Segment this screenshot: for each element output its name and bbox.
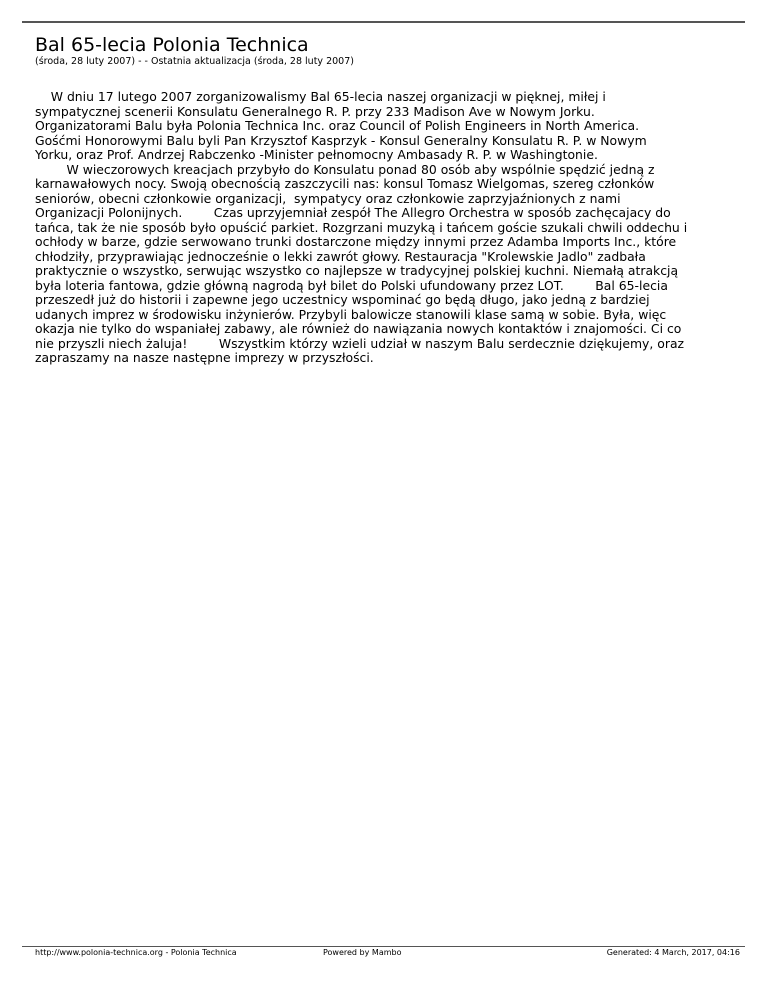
article-line: była loteria fantowa, gdzie główną nagrodą był bilet do Polski ufundowany przez LOT. Bal 65-lecia (35, 277, 668, 293)
article-line: sympatycznej scenerii Konsulatu Generalnego R. P. przy 233 Madison Ave w Nowym Jorku. (35, 103, 595, 119)
article-line: udanych imprez w środowisku inżynierów. Przybyli balowicze stanowili klase samą w sobie. Była, więc (35, 306, 667, 322)
article-line: W wieczorowych kreacjach przybyło do Konsulatu ponad 80 osób aby wspólnie spędzić jedną z (35, 161, 655, 177)
article-line: Gośćmi Honorowymi Balu byli Pan Krzysztof Kasprzyk - Konsul Generalny Konsulatu R. P. w Nowym (35, 132, 647, 148)
article-line: karnawałowych nocy. Swoją obecnością zaszczycili nas: konsul Tomasz Wielgomas, szereg członków (35, 176, 655, 191)
top-divider (22, 21, 745, 23)
article-line: nie przyszli niech żaluja! Wszystkim którzy wzieli udział w naszym Balu serdecznie dziękujemy, oraz (35, 335, 685, 351)
footer-divider (22, 946, 745, 947)
article-line: W dniu 17 lutego 2007 zorganizowalismy Bal 65-lecia naszej organizacji w pięknej, miłej i (35, 89, 606, 104)
footer-powered-by: Powered by Mambo (323, 948, 402, 957)
footer-generated-date: Generated: 4 March, 2017, 04:16 (606, 948, 740, 957)
article-title: Bal 65-lecia Polonia Technica (35, 34, 309, 56)
article-line: praktycznie o wszystko, serwując wszystko co najlepsze w tradycyjnej polskiej kuchni. Niemałą atrakcją (35, 263, 679, 278)
article-line: Organizatorami Balu była Polonia Technica Inc. oraz Council of Polish Engineers in North America. (35, 118, 640, 133)
article-line: okazja nie tylko do wspaniałej zabawy, ale również do nawiązania nowych kontaktów i znajomości. Ci co (35, 321, 682, 336)
article-line: seniorów, obecni członkowie organizacji, sympatycy oraz członkowie zaprzyjaźnionych z nami (35, 190, 621, 206)
article-line: zapraszamy na nasze następne imprezy w przyszłości. (35, 350, 374, 365)
article-line: Yorku, oraz Prof. Andrzej Rabczenko -Minister pełnomocny Ambasady R. P. w Washingtonie. (35, 147, 598, 162)
article-line: tańca, tak że nie sposób było opuścić parkiet. Rozgrzani muzyką i tańcem goście szukali chwili oddechu i (35, 219, 688, 235)
article-line: przeszedł już do historii i zapewne jego uczestnicy wspominać go będą długo, jako jedną z bardziej (35, 292, 650, 307)
article-body (35, 90, 743, 366)
article-line: ochłody w barze, gdzie serwowano trunki dostarczone między innymi przez Adamba Imports Inc., które (35, 234, 677, 249)
article-line: Organizacji Polonijnych. Czas uprzyjemniał zespół The Allegro Orchestra w sposób zachęcajacy do (35, 205, 671, 220)
article-line: chłodziły, przyprawiając jednocześnie o lekki zawrót głowy. Restauracja "Krolewskie Jadlo" zadbała (35, 248, 646, 264)
footer-site-url: http://www.polonia-technica.org - Polonia Technica (35, 948, 237, 957)
article-meta: (środa, 28 luty 2007) - - Ostatnia aktualizacja (środa, 28 luty 2007) (35, 56, 354, 67)
